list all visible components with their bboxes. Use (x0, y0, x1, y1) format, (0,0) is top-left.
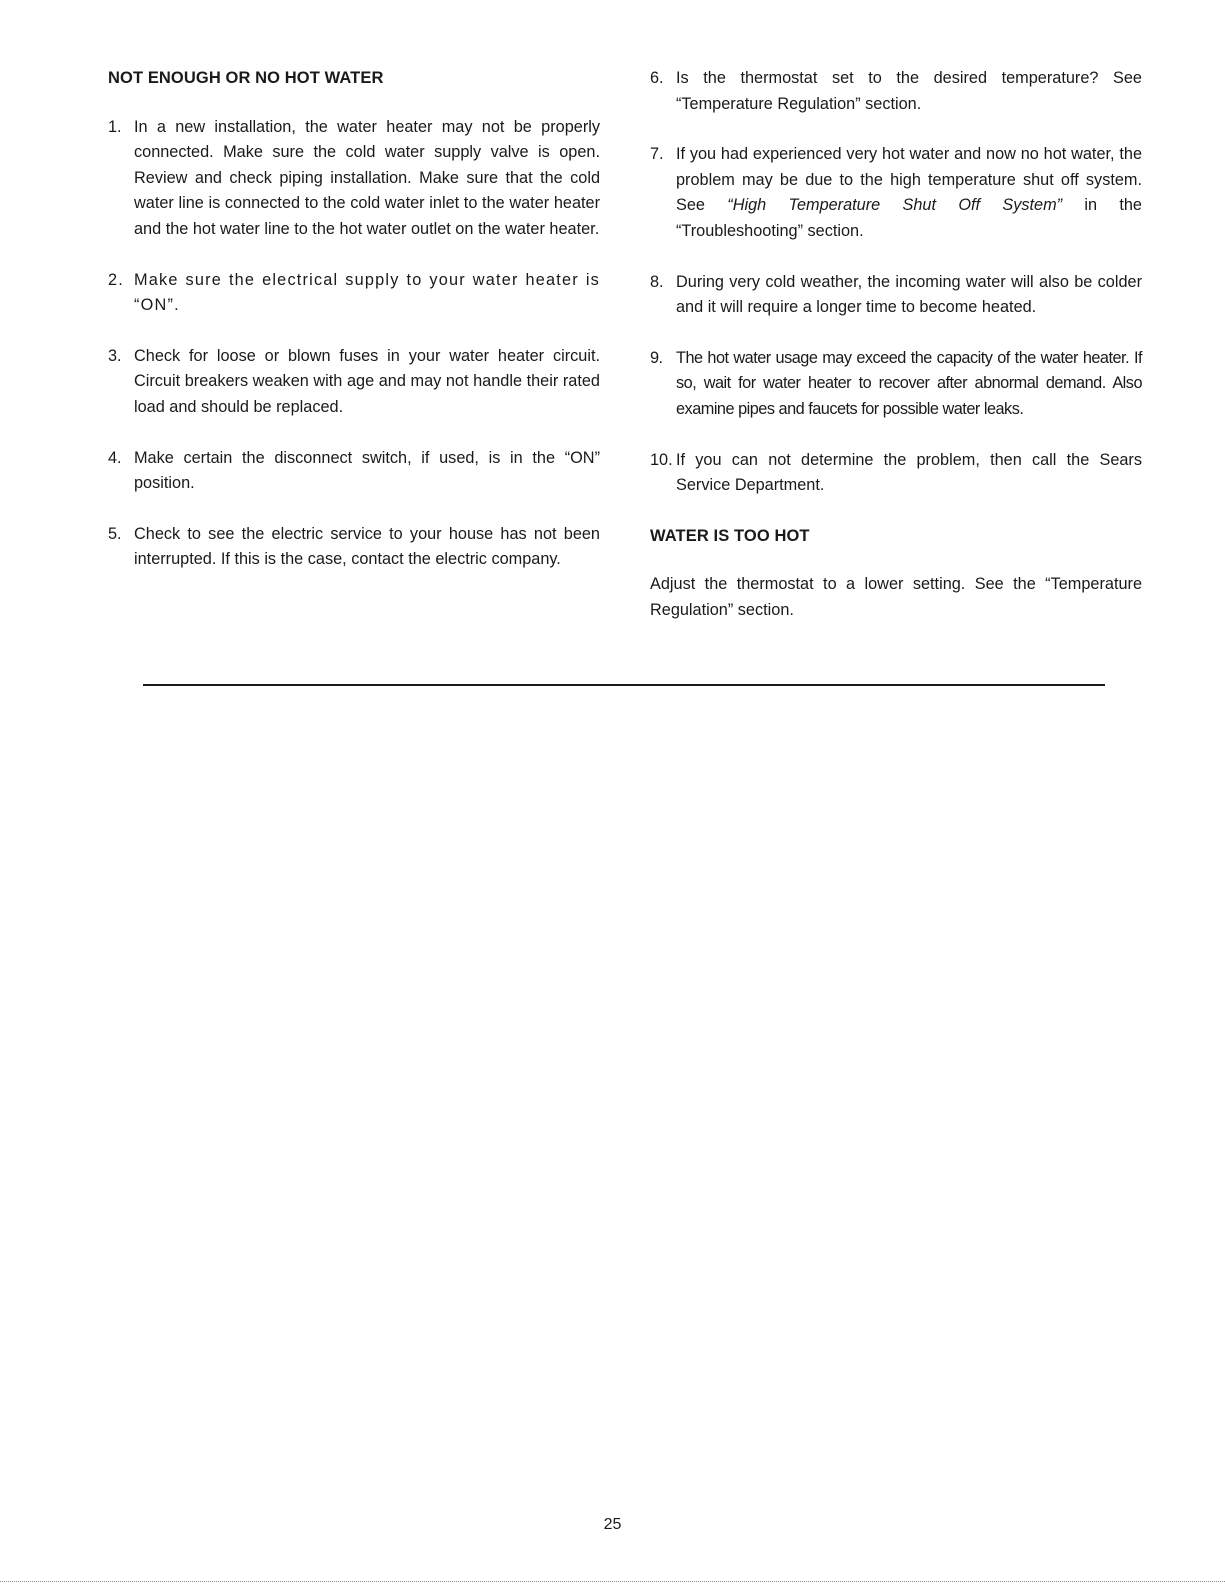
list-item (108, 115, 600, 243)
list-item-text: Is the thermostat set to the desired temperature? See “Temperature Regulation” section. (676, 69, 1142, 113)
list-item-text: Make certain the disconnect switch, if used, is in the “ON” position. (134, 448, 600, 493)
list-item (650, 142, 1142, 244)
list-item (650, 448, 1142, 499)
page-bottom-edge (0, 1581, 1225, 1582)
list-item (108, 344, 600, 421)
left-column (108, 66, 600, 598)
list-item (650, 66, 1142, 117)
list-item (108, 522, 600, 573)
list-item (108, 268, 600, 319)
list-item-text: During very cold weather, the incoming water will also be colder and it will require a longer time to become heated. (676, 272, 1142, 317)
list-item-number: 3. (108, 346, 122, 365)
section-heading-no-hot-water: NOT ENOUGH OR NO HOT WATER (108, 69, 384, 87)
troubleshooting-list-left (108, 115, 600, 573)
list-item (108, 446, 600, 497)
section-heading-too-hot: WATER IS TOO HOT (650, 526, 810, 545)
list-item-text: The hot water usage may exceed the capacity of the water heater. If so, wait for water heater to recover after abnormal demand. Also examine pipes and faucets for possible water leaks. (676, 348, 1142, 418)
list-item (650, 346, 1142, 423)
list-item-text-after: in the “Troubleshooting” section. (676, 196, 1142, 240)
list-item-number: 4. (108, 448, 122, 467)
list-item-text: If you can not determine the problem, then call the Sears Service Department. (676, 450, 1142, 495)
too-hot-paragraph: Adjust the thermostat to a lower setting. See the “Temperature Regulation” section. (650, 575, 1142, 619)
list-item-text: Check for loose or blown fuses in your water heater circuit. Circuit breakers weaken with age and may not handle their rated load and should be replaced. (134, 346, 600, 416)
list-item-number: 5. (108, 524, 122, 543)
list-item-number: 9. (650, 348, 663, 367)
list-item-text-italic: “High Temperature Shut Off System” (727, 196, 1063, 215)
list-item-number: 8. (650, 272, 664, 291)
list-item-number: 6. (650, 69, 664, 87)
troubleshooting-list-right (650, 66, 1142, 499)
list-item-text: Make sure the electrical supply to your water heater is “ON”. (134, 270, 600, 315)
list-item (650, 270, 1142, 321)
page-number: 25 (603, 1516, 622, 1533)
list-item-number: 1. (108, 117, 122, 136)
list-item-number: 7. (650, 145, 664, 164)
list-item-number: 2. (108, 270, 124, 289)
list-item-text-before: If you had experienced very hot water and now no hot water, the problem may be due to the high temperature shut off system. See (676, 145, 1142, 215)
list-item-text: In a new installation, the water heater may not be properly connected. Make sure the cold water supply valve is open. Review and check piping installation. Make sure that the cold water line is connected to the cold water inlet to the water heater and the hot water line to the hot water outlet on the water heater. (134, 117, 600, 238)
list-item-number: 10. (650, 450, 673, 469)
right-column (650, 66, 1142, 624)
list-item-text: Check to see the electric service to your house has not been interrupted. If this is the case, contact the electric company. (134, 524, 600, 569)
section-divider (143, 684, 1105, 686)
